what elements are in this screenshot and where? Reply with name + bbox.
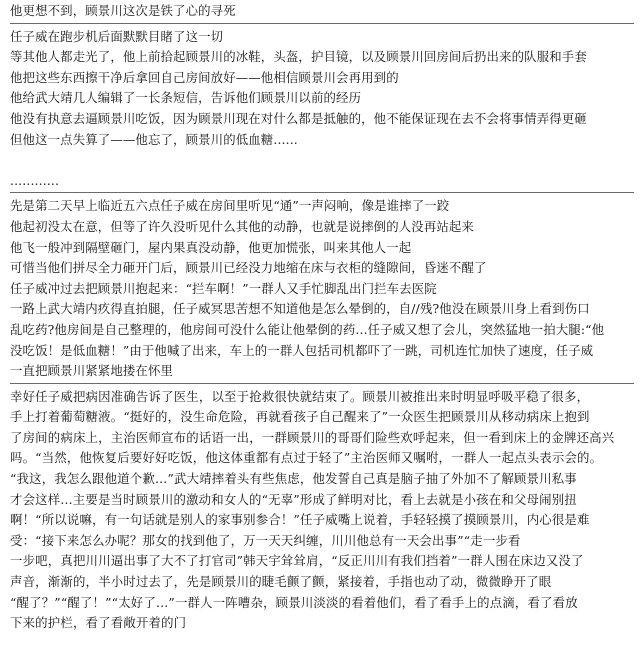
text-line: “醒了？”“醒了！”“太好了...”一群人一阵嘈杂，顾景川淡淡的看着他们，看了看手上的点滴，看了看放 [10,594,578,610]
text-line: 任子威冲过去把顾景川抱起来：“拦车啊！”一群人又手忙脚乱出门拦车去医院 [10,280,437,296]
section-3 [10,196,634,381]
text-line: 幸好任子威把病因准确告诉了医生，以至于抢救很快就结束了。顾景川被推出来时明显呼吸平稳了很多， [10,388,590,404]
text-line: 啊！“所以说嘛，有一句话就是别人的家事别参合！”任子威嘴上说着，手轻轻摸了摸顾景川，内心很是难 [10,512,590,528]
text-line: 他给武大靖几人编辑了一长条短信，告诉他们顾景川以前的经历 [10,90,362,106]
text-line: 任子威在跑步机后面默默目睹了这一切 [10,28,224,44]
text-line: “我这，我怎么跟他道个歉...”武大靖摔着头有些焦虑，他发誓自己真是脑子抽了外加不了解顾景川私事 [10,471,577,487]
text-line: 等其他人都走光了，他上前拾起顾景川的冰鞋，头盔，护目镜，以及顾景川回房间后扔出来的队服和手套 [10,49,587,65]
text-line: 受：“接下来怎么办呢？那女的找到他了，万一天天纠缠，川川他总有一天会出事”“走一步看 [10,532,521,548]
section-4 [10,387,634,634]
text-line: 他更想不到，顾景川这次是铁了心的寻死 [10,3,236,18]
text-line: 乱吃药?他房间是自己整理的，他房间可没什么能让他晕倒的药...任子威又想了会儿，突然猛地一拍大腿:“他 [10,321,605,337]
divider [10,192,634,193]
text-line: 一步吧，真把川川逼出事了大不了打官司”韩天宇耸耸肩，“反正川川有我们挡着”一群人围在床边又没了 [10,553,584,569]
text-line: 手上打着葡萄糖液。“挺好的，没生命危险，再就看孩子自己醒来了”一众医生把顾景川从移动病床上抱到 [10,409,590,425]
ellipsis-line: ............ [10,172,60,188]
section-1 [10,1,634,22]
text-line: 但他这一点失算了——他忘了，顾景川的低血糖...... [10,131,298,147]
text-line: 没吃饭！是低血糖！”由于他喊了出来，车上的一群人包括司机都吓了一跳，司机连忙加快了速度，任子威 [10,342,594,358]
text-line: 他没有执意去逼顾景川吃饭，因为顾景川现在对什么都是抵触的，他不能保证现在去不会将事情弄得更砸 [10,110,587,126]
text-line: 先是第二天早上临近五六点任子威在房间里听见“通”一声闷响，像是谁摔了一跤 [10,198,450,214]
text-line: 声音，渐渐的，半小时过去了，先是顾景川的睫毛颤了颤，紧接着，手指也动了动，微微睁开了眼 [10,574,552,590]
text-line: 了房间的病床上，主治医师宣布的话语一出，一群顾景川的哥哥们险些欢呼起来，但一看到床上的金牌还高兴 [10,429,615,445]
text-line: 一路上武大靖内疚得直拍腿，任子威冥思苦想不知道他是怎么晕倒的，自//残?他没在顾景川身上看到伤口 [10,301,590,317]
text-line: 他飞一般冲到隔壁砸门，屋内果真没动静，他更加慌张，叫来其他人一起 [10,239,412,255]
section-2 [10,27,634,192]
text-line: 他把这些东西擦干净后拿回自己房间放好——他相信顾景川会再用到的 [10,69,399,85]
text-line [10,150,634,171]
text-line: 他起初没太在意，但等了许久没听见什么其他的动静，也就是说摔倒的人没再站起来 [10,218,475,234]
divider [10,23,634,24]
text-line: 下来的护栏，看了看敞开着的门 [10,615,187,631]
text-line: 才会这样...主要是当时顾景川的激动和女人的“无辜”形成了鲜明对比，看上去就是小孩在和父母闹别扭 [10,491,577,507]
text-line: 可惜当他们拼尽全力砸开门后，顾景川已经没力地缩在床与衣柜的缝隙间，昏迷不醒了 [10,260,487,276]
divider [10,383,634,384]
text-line: 吗。“当然，他恢复后要好好吃饭，他这体重都有点过于轻了”主治医师又嘱咐，一群人一起点头表示会的。 [10,450,603,466]
text-line: 一直把顾景川紧紧地搂在怀里 [10,363,174,379]
